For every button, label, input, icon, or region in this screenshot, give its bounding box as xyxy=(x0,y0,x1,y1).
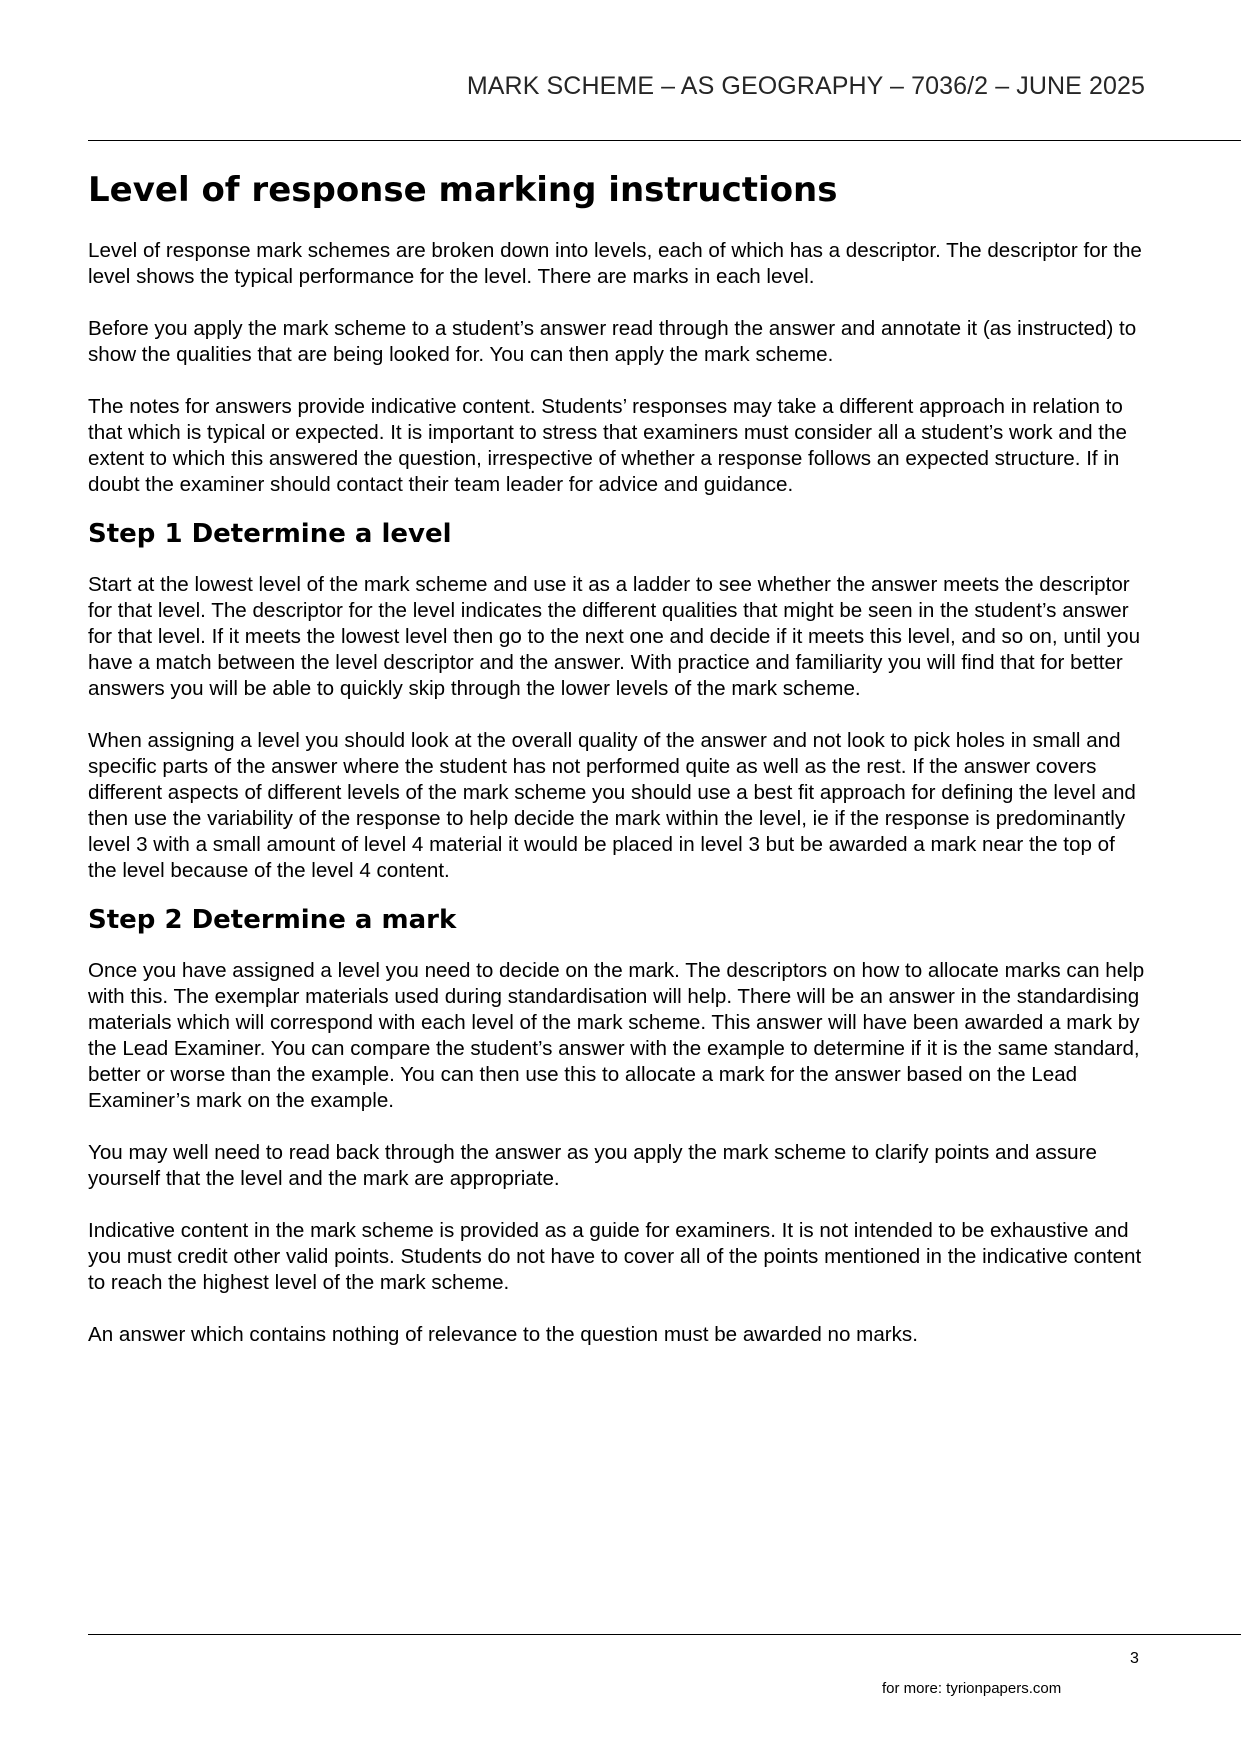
page-number: 3 xyxy=(1130,1650,1139,1667)
intro-paragraph-1: Level of response mark schemes are broken down into levels, each of which has a descriptor. The descriptor for the level shows the typical performance for the level. There are marks in each level. xyxy=(88,239,1142,288)
step1-heading: Step 1 Determine a level xyxy=(88,519,452,549)
step2-paragraph-2: You may well need to read back through the answer as you apply the mark scheme to clarify points and assure yourself that the level and the mark are appropriate. xyxy=(88,1141,1097,1190)
footer-note: for more: tyrionpapers.com xyxy=(882,1680,1062,1697)
step2-paragraph-4: An answer which contains nothing of relevance to the question must be awarded no marks. xyxy=(88,1323,918,1346)
step2-heading: Step 2 Determine a mark xyxy=(88,905,457,935)
header-divider xyxy=(88,140,1241,141)
intro-paragraph-3: The notes for answers provide indicative content. Students’ responses may take a different approach in relation to that which is typical or expected. It is important to stress that examiners must consider all a student’s work and the extent to which this answered the question, irrespective of whether a response follows an expected structure. If in doubt the examiner should contact their team leader for advice and guidance. xyxy=(88,395,1127,496)
step1-paragraph-1: Start at the lowest level of the mark scheme and use it as a ladder to see whether the answer meets the descriptor for that level. The descriptor for the level indicates the different qualities that might be seen in the student’s answer for that level. If it meets the lowest level then go to the next one and decide if it meets this level, and so on, until you have a match between the level descriptor and the answer. With practice and familiarity you will find that for better answers you will be able to quickly skip through the lower levels of the mark scheme. xyxy=(88,573,1141,700)
step2-paragraph-3: Indicative content in the mark scheme is provided as a guide for examiners. It is not intended to be exhaustive and you must credit other valid points. Students do not have to cover all of the points mentioned in the indicative content to reach the highest level of the mark scheme. xyxy=(88,1219,1142,1294)
step2-paragraph-1: Once you have assigned a level you need to decide on the mark. The descriptors on how to allocate marks can help with this. The exemplar materials used during standardisation will help. There will be an answer in the standardising materials which will correspond with each level of the mark scheme. This answer will have been awarded a mark by the Lead Examiner. You can compare the student’s answer with the example to determine if it is the same standard, better or worse than the example. You can then use this to allocate a mark for the answer based on the Lead Examiner’s mark on the example. xyxy=(88,959,1145,1112)
page-title: Level of response marking instructions xyxy=(88,170,838,210)
footer-divider xyxy=(88,1634,1241,1635)
main-content xyxy=(88,166,1148,1374)
intro-paragraph-2: Before you apply the mark scheme to a student’s answer read through the answer and annotate it (as instructed) to show the qualities that are being looked for. You can then apply the mark scheme. xyxy=(88,317,1137,366)
page-header: MARK SCHEME – AS GEOGRAPHY – 7036/2 – JUNE 2025 xyxy=(466,72,1145,100)
step1-paragraph-2: When assigning a level you should look at the overall quality of the answer and not look to pick holes in small and specific parts of the answer where the student has not performed quite as well as the rest. If the answer covers different aspects of different levels of the mark scheme you should use a best fit approach for defining the level and then use the variability of the response to help decide the mark within the level, ie if the response is predominantly level 3 with a small amount of level 4 material it would be placed in level 3 but be awarded a mark near the top of the level because of the level 4 content. xyxy=(88,729,1136,882)
